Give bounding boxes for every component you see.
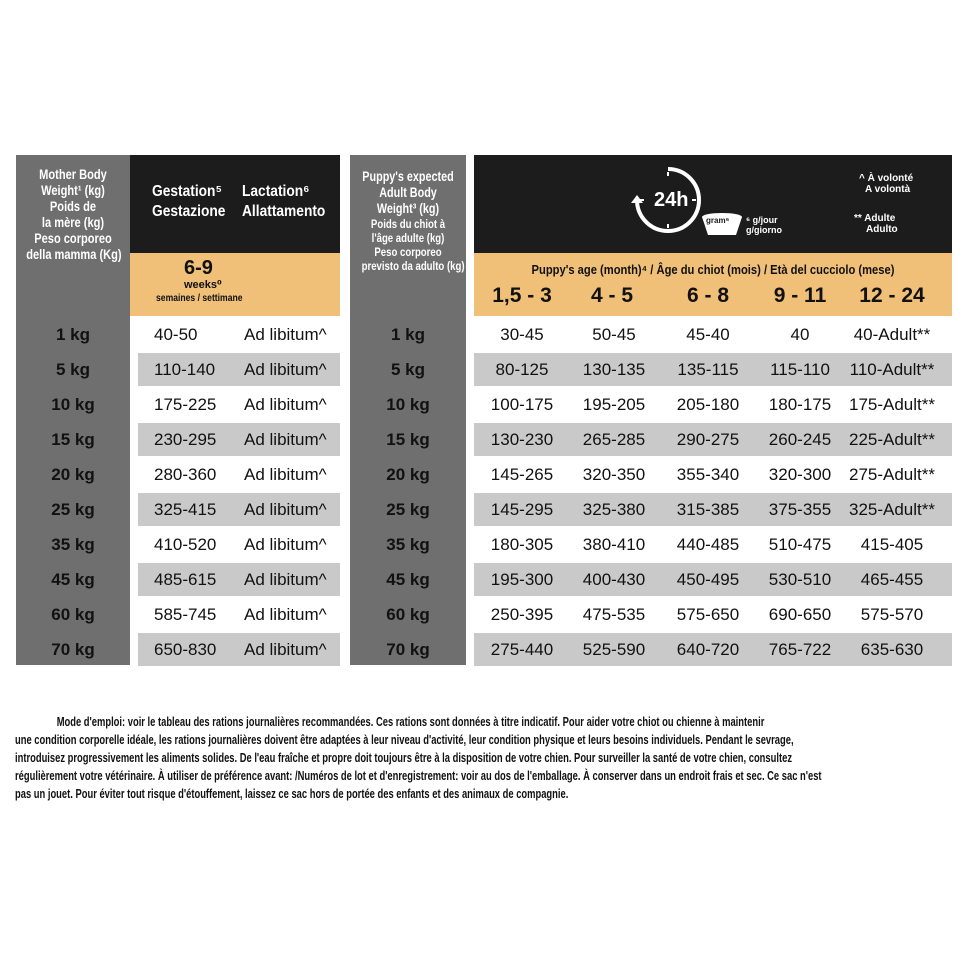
ration-value: 175-Adult**: [848, 395, 935, 414]
gestation-row: [138, 598, 340, 631]
mother-weight-value: 10 kg: [51, 395, 95, 414]
lactation-label-it: Allattamento: [242, 203, 326, 220]
ration-value: 260-245: [768, 430, 832, 449]
puppy-header-sub-line: Poids du chiot à: [370, 217, 446, 231]
puppy-weight-value: 60 kg: [386, 605, 430, 624]
lactation-value: Ad libitum^: [244, 640, 327, 659]
ration-row: [474, 633, 952, 666]
gestation-value: 110-140: [154, 360, 216, 379]
age-range: 12 - 24: [859, 284, 925, 307]
age-range: 4 - 5: [590, 284, 634, 307]
ration-value: 265-285: [582, 430, 646, 449]
ration-value: 205-180: [676, 395, 740, 414]
gestation-value: 410-520: [154, 535, 217, 554]
gram-translation-it: g/giorno: [746, 225, 782, 235]
age-range: 6 - 8: [686, 284, 730, 307]
lactation-value: Ad libitum^: [244, 325, 327, 344]
age-range: 9 - 11: [773, 284, 827, 307]
ration-value: 50-45: [592, 325, 636, 344]
lactation-value: Ad libitum^: [244, 500, 327, 519]
ration-value: 325-380: [582, 500, 646, 519]
puppy-weight-header: [350, 169, 466, 273]
puppy-header-sub-line: Peso corporeo: [374, 245, 442, 259]
lactation-value: Ad libitum^: [244, 395, 327, 414]
ration-value: 180-175: [768, 395, 832, 414]
lactation-value: Ad libitum^: [244, 605, 327, 624]
mother-weight-value: 45 kg: [51, 570, 95, 589]
clock-label: 24h: [654, 189, 689, 211]
puppy-header-line: Weight³ (kg): [376, 201, 440, 216]
ration-value: 290-275: [676, 430, 740, 449]
ration-value: 195-205: [582, 395, 646, 414]
puppy-weight-value: 1 kg: [390, 325, 426, 344]
gestation-value: 230-295: [154, 430, 217, 449]
ration-value: 45-40: [686, 325, 730, 344]
gram-label: gram⁶: [706, 216, 730, 225]
lactation-value: Ad libitum^: [244, 465, 327, 484]
mother-header-line: Weight¹ (kg): [41, 183, 105, 198]
legend-adlib-it: A volontà: [865, 184, 911, 195]
ration-value: 30-45: [500, 325, 544, 344]
usage-instructions-line: introduisez progressivement les aliments solides. De l'eau fraîche et propre doit toujours être à la disposition de votre chien. Pour surveiller la santé de votre chien, consultez: [15, 751, 793, 765]
ration-value: 475-535: [582, 605, 646, 624]
ration-value: 315-385: [676, 500, 740, 519]
weeks-translation: semaines / settimane: [156, 293, 243, 304]
ration-row: [474, 318, 952, 351]
puppy-weight-value: 5 kg: [390, 360, 426, 379]
ration-value: 375-355: [768, 500, 832, 519]
age-range: 1,5 - 3: [492, 284, 552, 307]
ration-value: 450-495: [676, 570, 740, 589]
ration-value: 465-455: [860, 570, 924, 589]
ration-value: 765-722: [768, 640, 832, 659]
lactation-value: Ad libitum^: [244, 430, 327, 449]
usage-instructions-line: Mode d'emploi: voir le tableau des rations journalières recommandées. Ces rations sont données à titre indicatif. Pour aider votre chiot ou chienne à maintenir: [15, 715, 765, 729]
ration-value: 575-650: [676, 605, 740, 624]
gestation-value: 325-415: [154, 500, 217, 519]
ration-value: 380-410: [582, 535, 646, 554]
mother-header-line: Mother Body: [39, 167, 107, 182]
age-band: [474, 253, 952, 316]
puppy-header-sub-line: l'âge adulte (kg): [371, 231, 445, 245]
ration-value: 275-440: [490, 640, 554, 659]
ration-value: 225-Adult**: [848, 430, 935, 449]
lactation-label: [242, 182, 339, 222]
weeks-word: weeks⁰: [184, 279, 222, 291]
puppy-weight-value: 20 kg: [386, 465, 430, 484]
ration-value: 320-350: [582, 465, 646, 484]
gestation-row: [138, 423, 340, 456]
gram-translation-fr: ⁶ g/jour: [746, 215, 778, 225]
gram-translation: [746, 215, 782, 235]
ration-value: 525-590: [582, 640, 646, 659]
mother-weight-value: 60 kg: [51, 605, 95, 624]
ration-row: [474, 388, 952, 421]
ration-value: 130-135: [582, 360, 646, 379]
mother-weight-value: 15 kg: [51, 430, 95, 449]
legend-ad-libitum: [859, 173, 913, 195]
ration-value: 145-295: [490, 500, 554, 519]
ration-header: [474, 155, 952, 253]
mother-weight-value: 70 kg: [51, 640, 95, 659]
gestation-label-en: Gestation⁵: [152, 183, 222, 200]
lactation-label-en: Lactation⁶: [242, 183, 310, 200]
ration-value: 275-Adult**: [848, 465, 935, 484]
usage-instructions-line: régulièrement votre vétérinaire. À utiliser de préférence avant: /Numéros de lot et d'enregistrement: voir au dos de l'emballage. À conserver dans un endroit frais et sec. Ce sac n'est: [15, 769, 822, 783]
gestation-value: 175-225: [154, 395, 217, 414]
puppy-weight-value: 10 kg: [386, 395, 430, 414]
ration-value: 575-570: [860, 605, 924, 624]
mother-header-line: della mamma (Kg): [26, 247, 122, 262]
gestation-value: 585-745: [154, 605, 217, 624]
mother-weight-value: 1 kg: [55, 325, 91, 344]
ration-row: [474, 353, 952, 386]
legend-adult-fr: ** Adulte: [854, 213, 896, 224]
ration-value: 415-405: [860, 535, 924, 554]
ration-value: 80-125: [495, 360, 549, 379]
legend-adult-it: Adulto: [866, 224, 898, 235]
gestation-label-it: Gestazione: [152, 203, 226, 220]
ration-value: 115-110: [770, 360, 830, 379]
ration-value: 110-Adult**: [849, 360, 935, 379]
ration-value: 325-Adult**: [848, 500, 935, 519]
ration-row: [474, 493, 952, 526]
weeks-value: 6-9: [184, 257, 213, 279]
ration-value: 635-630: [860, 640, 924, 659]
ration-row: [474, 458, 952, 491]
gestation-row: [138, 458, 340, 491]
gestation-row: [138, 493, 340, 526]
legend-adult: [854, 213, 898, 235]
ration-row: [474, 528, 952, 561]
ration-value: 510-475: [768, 535, 832, 554]
gestation-row: [138, 353, 340, 386]
gestation-row: [138, 528, 340, 561]
legend-adlib-fr: ^ À volonté: [859, 173, 914, 184]
ration-value: 690-650: [768, 605, 832, 624]
ration-row: [474, 598, 952, 631]
ration-row: [474, 563, 952, 596]
puppy-weight-value: 45 kg: [386, 570, 430, 589]
mother-header-line: Poids de: [49, 199, 97, 214]
ration-value: 135-115: [677, 360, 739, 379]
mother-weight-value: 5 kg: [55, 360, 91, 379]
ration-value: 130-230: [490, 430, 554, 449]
ration-value: 250-395: [490, 605, 554, 624]
ration-value: 195-300: [490, 570, 554, 589]
mother-weight-header: [16, 167, 130, 263]
ration-value: 640-720: [676, 640, 740, 659]
ration-value: 530-510: [768, 570, 832, 589]
gestation-value: 280-360: [154, 465, 217, 484]
gestation-row: [138, 633, 340, 666]
ration-value: 145-265: [490, 465, 554, 484]
ration-value: 40: [790, 325, 810, 344]
gestation-value: 485-615: [154, 570, 217, 589]
mother-weight-value: 25 kg: [51, 500, 95, 519]
puppy-weight-value: 25 kg: [386, 500, 430, 519]
ration-value: 400-430: [582, 570, 646, 589]
ration-value: 355-340: [676, 465, 740, 484]
lactation-value: Ad libitum^: [244, 535, 327, 554]
puppy-header-sub-line: previsto da adulto (kg): [361, 259, 465, 273]
gestation-value: 40-50: [154, 325, 198, 344]
ration-value: 440-485: [676, 535, 740, 554]
gestation-row: [138, 318, 340, 351]
usage-instructions-line: une condition corporelle idéale, les rations journalières doivent être adaptées à leur niveau d'activité, leur condition physique et leurs besoins individuels. Pendant le sevrage,: [15, 733, 794, 747]
puppy-weight-value: 35 kg: [386, 535, 430, 554]
gestation-row: [138, 563, 340, 596]
ration-value: 320-300: [768, 465, 832, 484]
mother-header-line: Peso corporeo: [34, 231, 112, 246]
gestation-row: [138, 388, 340, 421]
gestation-value: 650-830: [154, 640, 217, 659]
puppy-header-line: Puppy's expected: [362, 169, 454, 184]
ration-value: 40-Adult**: [853, 325, 931, 344]
ration-value: 100-175: [490, 395, 554, 414]
age-label: Puppy's age (month)⁴ / Âge du chiot (mois) / Età del cucciolo (mese): [531, 262, 895, 277]
puppy-weight-value: 70 kg: [386, 640, 430, 659]
puppy-header-line: Adult Body: [379, 185, 437, 200]
mother-weight-value: 20 kg: [51, 465, 95, 484]
ration-row: [474, 423, 952, 456]
puppy-weight-value: 15 kg: [386, 430, 430, 449]
gestation-lactation-header: [130, 155, 340, 253]
mother-weight-value: 35 kg: [51, 535, 95, 554]
lactation-value: Ad libitum^: [244, 360, 327, 379]
mother-header-line: la mère (kg): [41, 215, 105, 230]
gestation-label: [152, 182, 237, 222]
gestation-weeks-band: [130, 253, 340, 316]
usage-instructions-line: pas un jouet. Pour éviter tout risque d'étouffement, laissez ce sac hors de portée des enfants et des animaux de compagnie.: [15, 787, 569, 801]
clock-bowl-icon: [474, 155, 952, 253]
ration-value: 180-305: [490, 535, 554, 554]
lactation-value: Ad libitum^: [244, 570, 327, 589]
usage-instructions: [15, 713, 961, 803]
